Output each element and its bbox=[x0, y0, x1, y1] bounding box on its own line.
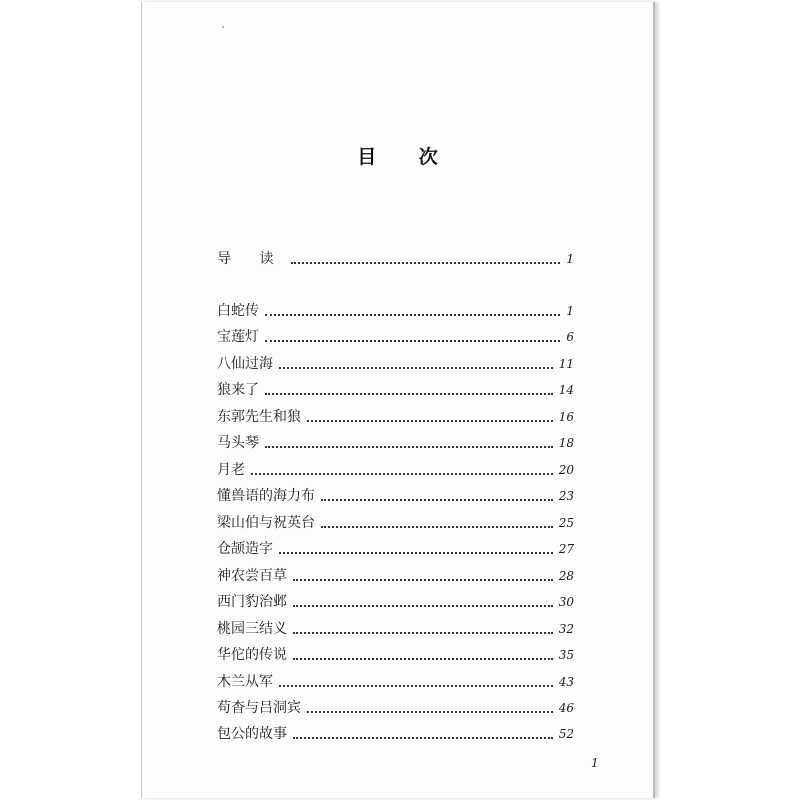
toc-entry-label: 西门豹治邺 bbox=[217, 594, 287, 610]
toc-entry-label: 包公的故事 bbox=[217, 726, 287, 742]
toc-entry-page: 23 bbox=[558, 489, 574, 503]
toc-entry bbox=[217, 377, 574, 399]
leader-dots bbox=[251, 473, 553, 475]
toc-entry-page: 27 bbox=[558, 542, 574, 556]
leader-dots bbox=[293, 605, 553, 607]
toc-entry-page: 43 bbox=[558, 675, 574, 689]
leader-dots bbox=[293, 658, 553, 660]
leader-dots bbox=[279, 552, 553, 554]
toc-entry-page: 32 bbox=[558, 622, 574, 636]
toc-entry-page: 52 bbox=[558, 727, 574, 741]
toc-entry-page: 46 bbox=[558, 701, 574, 715]
toc-entry-page: 20 bbox=[558, 463, 574, 477]
toc-entry-label: 桃园三结义 bbox=[217, 621, 287, 637]
toc-entry-label: 狼来了 bbox=[217, 382, 259, 398]
toc-entry-intro bbox=[217, 246, 574, 268]
toc-entry-label: 木兰从军 bbox=[217, 674, 273, 690]
leader-dots bbox=[265, 393, 553, 395]
toc-entry bbox=[217, 669, 574, 691]
toc-entry-label: 马头琴 bbox=[217, 435, 259, 451]
toc-entry bbox=[217, 536, 574, 558]
toc-entry bbox=[217, 457, 574, 479]
toc-entry bbox=[217, 351, 574, 373]
toc-entry bbox=[217, 721, 574, 743]
toc-entry-label: 八仙过海 bbox=[217, 356, 273, 372]
toc-entry bbox=[217, 616, 574, 638]
leader-dots bbox=[293, 632, 553, 634]
leader-dots bbox=[321, 526, 553, 528]
leader-dots bbox=[279, 685, 553, 687]
toc-entry-page: 1 bbox=[566, 304, 574, 318]
leader-dots bbox=[265, 446, 553, 448]
toc-entry-label: 白蛇传 bbox=[217, 303, 259, 319]
book-page bbox=[141, 2, 655, 798]
leader-dots bbox=[291, 262, 560, 264]
toc-entry-page: 18 bbox=[558, 436, 574, 450]
toc-entry-page: 35 bbox=[558, 648, 574, 662]
toc-entry bbox=[217, 642, 574, 664]
toc-entry bbox=[217, 324, 574, 346]
leader-dots bbox=[307, 420, 553, 422]
toc-entry-label: 宝莲灯 bbox=[217, 329, 259, 345]
toc-title: 目 次 bbox=[357, 146, 456, 168]
toc-entry bbox=[217, 483, 574, 505]
toc-entry bbox=[217, 589, 574, 611]
toc-entry bbox=[217, 298, 574, 320]
toc-entry bbox=[217, 430, 574, 452]
toc-entry-page: 1 bbox=[566, 252, 574, 266]
leader-dots bbox=[321, 499, 553, 501]
leader-dots bbox=[307, 711, 553, 713]
toc-entry bbox=[217, 404, 574, 426]
toc-entry-page: 16 bbox=[558, 410, 574, 424]
leader-dots bbox=[265, 340, 560, 342]
paper-speck bbox=[222, 26, 224, 28]
leader-dots bbox=[293, 579, 553, 581]
toc-entry-label: 神农尝百草 bbox=[217, 568, 287, 584]
toc-entry-label: 导 读 bbox=[217, 251, 286, 267]
toc-entry bbox=[217, 510, 574, 532]
toc-entry-label: 东郭先生和狼 bbox=[217, 409, 301, 425]
toc-entry-label: 懂兽语的海力布 bbox=[217, 488, 315, 504]
toc-entry bbox=[217, 695, 574, 717]
toc-entry-page: 25 bbox=[558, 516, 574, 530]
toc-entry-page: 30 bbox=[558, 595, 574, 609]
toc-entry-page: 28 bbox=[558, 569, 574, 583]
toc-entry-page: 14 bbox=[558, 383, 574, 397]
toc-entry-page: 11 bbox=[558, 357, 574, 371]
toc-entry bbox=[217, 563, 574, 585]
leader-dots bbox=[279, 367, 553, 369]
leader-dots bbox=[265, 314, 560, 316]
toc-entry-label: 月老 bbox=[217, 462, 245, 478]
toc-entry-label: 仓颉造字 bbox=[217, 541, 273, 557]
toc-entry-label: 华佗的传说 bbox=[217, 647, 287, 663]
toc-entry-page: 6 bbox=[566, 330, 574, 344]
toc-entry-label: 梁山伯与祝英台 bbox=[217, 515, 315, 531]
toc-entry-label: 苟杳与吕洞宾 bbox=[217, 700, 301, 716]
leader-dots bbox=[293, 737, 553, 739]
page-number: 1 bbox=[591, 756, 599, 770]
